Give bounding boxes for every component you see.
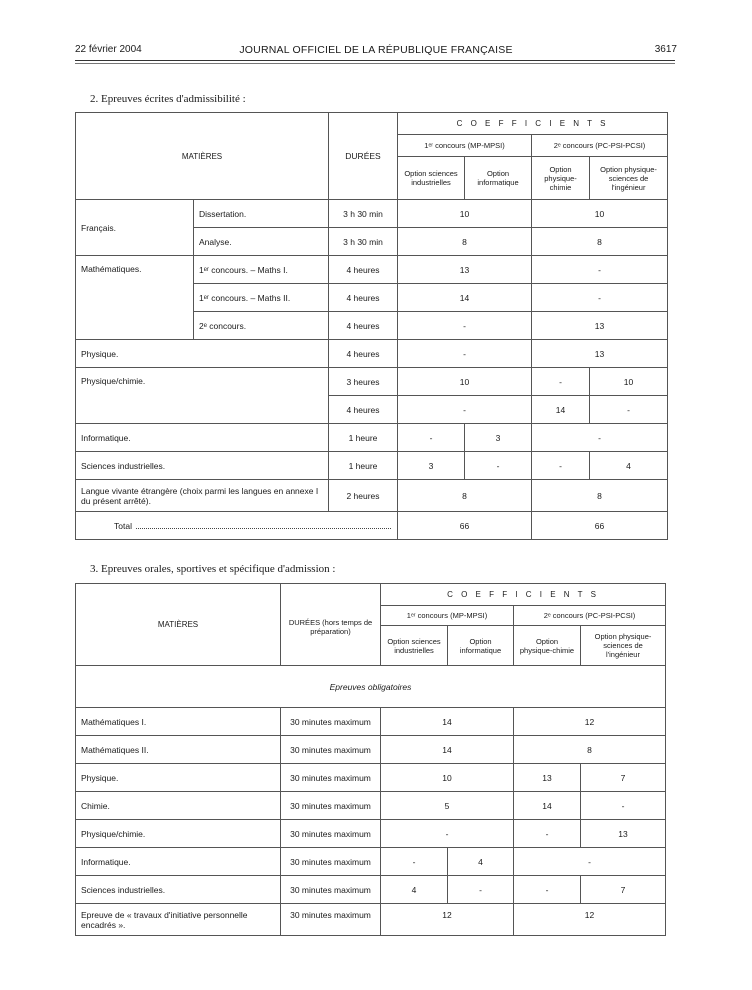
duration: 3 h 30 min (329, 200, 398, 228)
coef-c2: - (532, 424, 668, 452)
coef-o4: 7 (581, 876, 666, 904)
duration: 4 heures (329, 256, 398, 284)
coef-o3: 14 (514, 792, 581, 820)
concours1-header: 1ᵉʳ concours (MP-MPSI) (381, 606, 514, 626)
concours1-header: 1ᵉʳ concours (MP-MPSI) (398, 135, 532, 157)
duration: 4 heures (329, 284, 398, 312)
col-coefficients: C O E F F I C I E N T S (381, 584, 666, 606)
duration: 3 heures (329, 368, 398, 396)
option-pc: Option physique-chimie (514, 626, 581, 666)
exam-maths-concours2: 2ᵉ concours. (194, 312, 329, 340)
coef-c1: 13 (398, 256, 532, 284)
coef-c1: 8 (398, 480, 532, 512)
coef-c1: - (398, 340, 532, 368)
coef-c1: - (398, 396, 532, 424)
coef-c1: 10 (398, 368, 532, 396)
duration: 30 minutes maximum (281, 736, 381, 764)
coef-o4: 4 (590, 452, 668, 480)
option-si: Option sciences industrielles (398, 157, 465, 200)
coef-c1: 14 (381, 708, 514, 736)
coef-c1: 10 (398, 200, 532, 228)
coef-o1: 3 (398, 452, 465, 480)
header-page-number: 3617 (654, 44, 677, 55)
subject-sciences-industrielles: Sciences industrielles. (76, 452, 329, 480)
coef-o2: - (465, 452, 532, 480)
concours2-header: 2ᵉ concours (PC-PSI-PCSI) (514, 606, 666, 626)
coef-c2: - (532, 284, 668, 312)
duration: 30 minutes maximum (281, 904, 381, 936)
duration: 4 heures (329, 340, 398, 368)
coef-c2: 8 (532, 480, 668, 512)
subject-physique: Physique. (76, 340, 329, 368)
coef-c2: 12 (514, 904, 666, 936)
header-rule-thin (75, 63, 675, 64)
coef-o4: 13 (581, 820, 666, 848)
written-exams-table (75, 112, 668, 540)
coef-o3: - (514, 820, 581, 848)
coef-c2: 13 (532, 340, 668, 368)
col-matieres: MATIÈRES (76, 584, 281, 666)
coef-c2: 12 (514, 708, 666, 736)
duration: 30 minutes maximum (281, 708, 381, 736)
total-label: Total (114, 520, 132, 531)
subject-maths-2: Mathématiques II. (76, 736, 281, 764)
option-info: Option informatique (448, 626, 514, 666)
coef-o4: - (581, 792, 666, 820)
coef-c1: 5 (381, 792, 514, 820)
coef-o3: - (532, 452, 590, 480)
exam-analyse: Analyse. (194, 228, 329, 256)
subject-langue: Langue vivante étrangère (choix parmi les langues en annexe I du présent arrêté). (76, 480, 329, 512)
coef-c1: 12 (381, 904, 514, 936)
exam-maths-1: 1ᵉʳ concours. – Maths I. (194, 256, 329, 284)
header-journal-title: JOURNAL OFFICIEL DE LA RÉPUBLIQUE FRANÇAISE (239, 44, 513, 56)
total-c1: 66 (398, 512, 532, 540)
subject-tipe: Epreuve de « travaux d'initiative personnelle encadrés ». (76, 904, 281, 936)
subject-physique: Physique. (76, 764, 281, 792)
coef-c2: - (514, 848, 666, 876)
coef-o2: - (448, 876, 514, 904)
subject-physique-chimie: Physique/chimie. (76, 368, 329, 424)
coef-o3: 13 (514, 764, 581, 792)
duration: 4 heures (329, 312, 398, 340)
col-durees: DURÉES (329, 113, 398, 200)
header-rule (75, 60, 675, 61)
section2-title: 2. Epreuves écrites d'admissibilité : (90, 93, 246, 105)
col-matieres: MATIÈRES (76, 113, 329, 200)
coef-c1: 8 (398, 228, 532, 256)
exam-maths-2: 1ᵉʳ concours. – Maths II. (194, 284, 329, 312)
coef-o2: 4 (448, 848, 514, 876)
coef-c1: - (381, 820, 514, 848)
coef-o3: - (514, 876, 581, 904)
option-psi: Option physique-sciences de l'ingénieur (581, 626, 666, 666)
subject-sciences-industrielles: Sciences industrielles. (76, 876, 281, 904)
coef-c2: 8 (514, 736, 666, 764)
coef-c2: 10 (532, 200, 668, 228)
duration: 30 minutes maximum (281, 876, 381, 904)
epreuves-obligatoires-heading: Epreuves obligatoires (76, 666, 666, 708)
option-info: Option informatique (465, 157, 532, 200)
coef-c2: 8 (532, 228, 668, 256)
subject-francais: Français. (76, 200, 194, 256)
subject-physique-chimie: Physique/chimie. (76, 820, 281, 848)
coef-c1: 10 (381, 764, 514, 792)
subject-maths-1: Mathématiques I. (76, 708, 281, 736)
coef-c1: 14 (381, 736, 514, 764)
duration: 30 minutes maximum (281, 764, 381, 792)
oral-exams-table (75, 583, 666, 936)
coef-c1: - (398, 312, 532, 340)
duration: 30 minutes maximum (281, 820, 381, 848)
subject-chimie: Chimie. (76, 792, 281, 820)
coef-o3: - (532, 368, 590, 396)
option-si: Option sciences industrielles (381, 626, 448, 666)
option-pc: Option physique-chimie (532, 157, 590, 200)
duration: 30 minutes maximum (281, 848, 381, 876)
col-durees: DURÉES (hors temps de préparation) (281, 584, 381, 666)
coef-o4: 7 (581, 764, 666, 792)
duration: 3 h 30 min (329, 228, 398, 256)
subject-informatique: Informatique. (76, 848, 281, 876)
coef-o1: 4 (381, 876, 448, 904)
duration: 1 heure (329, 424, 398, 452)
dot-leader (136, 528, 391, 529)
coef-c1: 14 (398, 284, 532, 312)
coef-o3: 14 (532, 396, 590, 424)
duration: 2 heures (329, 480, 398, 512)
col-coefficients: C O E F F I C I E N T S (398, 113, 668, 135)
subject-informatique: Informatique. (76, 424, 329, 452)
coef-o1: - (398, 424, 465, 452)
coef-o4: 10 (590, 368, 668, 396)
coef-o2: 3 (465, 424, 532, 452)
total-row-label (76, 512, 398, 540)
duration: 4 heures (329, 396, 398, 424)
total-c2: 66 (532, 512, 668, 540)
option-psi: Option physique-sciences de l'ingénieur (590, 157, 668, 200)
concours2-header: 2ᵉ concours (PC-PSI-PCSI) (532, 135, 668, 157)
coef-c2: 13 (532, 312, 668, 340)
section3-title: 3. Epreuves orales, sportives et spécifique d'admission : (90, 563, 336, 575)
coef-o1: - (381, 848, 448, 876)
exam-dissertation: Dissertation. (194, 200, 329, 228)
coef-o4: - (590, 396, 668, 424)
subject-maths: Mathématiques. (76, 256, 194, 340)
duration: 1 heure (329, 452, 398, 480)
coef-c2: - (532, 256, 668, 284)
duration: 30 minutes maximum (281, 792, 381, 820)
header-date: 22 février 2004 (75, 44, 142, 55)
